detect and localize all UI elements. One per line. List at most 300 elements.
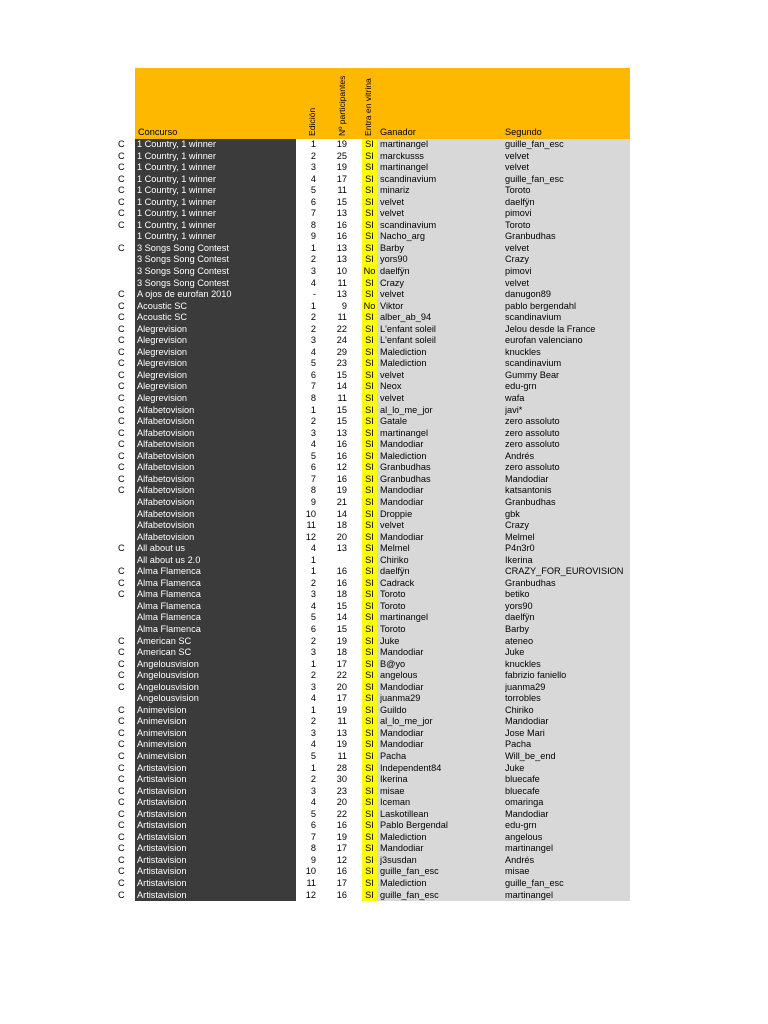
- cell-concurso: Artistavision: [135, 832, 296, 844]
- cell-segundo: edu-grn: [505, 820, 537, 831]
- cell-ganador: Pablo Bergendal: [380, 820, 448, 831]
- cell-vitrina: SI: [362, 520, 377, 532]
- cell-concurso: Angelousvision: [135, 659, 296, 671]
- row-mark: C: [118, 150, 125, 161]
- cell-concurso: 1 Country, 1 winner: [135, 231, 296, 243]
- cell-concurso: 1 Country, 1 winner: [135, 197, 296, 209]
- row-mark: C: [118, 139, 125, 149]
- cell-participantes: 14: [336, 612, 347, 623]
- cell-segundo: velvet: [505, 162, 530, 173]
- cell-concurso: Alma Flamenca: [135, 624, 296, 636]
- cell-concurso: Alegrevision: [135, 381, 296, 393]
- cell-ganador: Mandodiar: [380, 439, 424, 450]
- cell-concurso: Alma Flamenca: [135, 566, 296, 578]
- table-row: [0, 624, 640, 636]
- cell-ganador: Mandodiar: [380, 531, 424, 542]
- cell-participantes: 18: [336, 589, 347, 600]
- row-mark: C: [118, 289, 125, 300]
- cell-segundo: Gummy Bear: [505, 369, 560, 380]
- cell-participantes: 13: [336, 242, 347, 253]
- row-mark: C: [118, 750, 125, 761]
- table-row: [0, 843, 640, 855]
- table-row: [0, 254, 640, 266]
- table-row: [0, 462, 640, 474]
- cell-participantes: 17: [336, 843, 347, 854]
- cell-segundo: velvet: [505, 242, 530, 253]
- cell-participantes: 19: [336, 739, 347, 750]
- cell-vitrina: SI: [362, 716, 377, 728]
- cell-vitrina: SI: [362, 243, 377, 255]
- cell-vitrina: SI: [362, 335, 377, 347]
- cell-segundo: Andrés: [505, 450, 535, 461]
- cell-segundo: edu-grn: [505, 381, 537, 392]
- table-row: [0, 439, 640, 451]
- cell-participantes: 13: [336, 208, 347, 219]
- cell-segundo: torrobles: [505, 693, 541, 704]
- cell-segundo: eurofan valenciano: [505, 335, 583, 346]
- cell-vitrina: SI: [362, 532, 377, 544]
- table-row: [0, 289, 640, 301]
- row-mark: C: [118, 543, 125, 554]
- cell-vitrina: SI: [362, 151, 377, 163]
- cell-participantes: 12: [336, 854, 347, 865]
- cell-ganador: Mandodiar: [380, 727, 424, 738]
- cell-participantes: 17: [336, 658, 347, 669]
- cell-vitrina: SI: [362, 324, 377, 336]
- cell-edicion: 10: [305, 866, 316, 877]
- cell-segundo: zero assoluto: [505, 462, 560, 473]
- cell-ganador: Malediction: [380, 831, 427, 842]
- cell-segundo: knuckles: [505, 658, 541, 669]
- cell-ganador: B@yo: [380, 658, 406, 669]
- cell-participantes: 16: [336, 820, 347, 831]
- cell-ganador: Malediction: [380, 878, 427, 888]
- cell-vitrina: SI: [362, 589, 377, 601]
- cell-edicion: 12: [305, 531, 316, 542]
- row-mark: C: [118, 589, 125, 600]
- cell-ganador: juanma29: [380, 693, 421, 704]
- cell-concurso: 1 Country, 1 winner: [135, 151, 296, 163]
- row-mark: C: [118, 219, 125, 230]
- cell-concurso: Alfabetovision: [135, 428, 296, 440]
- cell-concurso: Alegrevision: [135, 393, 296, 405]
- cell-concurso: 1 Country, 1 winner: [135, 220, 296, 232]
- cell-ganador: Cadrack: [380, 577, 415, 588]
- cell-segundo: Jelou desde la France: [505, 323, 596, 334]
- cell-vitrina: SI: [362, 728, 377, 740]
- row-mark: C: [118, 450, 125, 461]
- cell-participantes: 23: [336, 785, 347, 796]
- cell-ganador: Malediction: [380, 358, 427, 369]
- cell-edicion: 4: [310, 277, 316, 288]
- cell-participantes: 13: [336, 254, 347, 265]
- table-row: [0, 485, 640, 497]
- cell-segundo: danugon89: [505, 289, 551, 300]
- cell-concurso: Artistavision: [135, 763, 296, 775]
- cell-participantes: 9: [341, 300, 347, 311]
- cell-participantes: 19: [336, 831, 347, 842]
- table-row: [0, 612, 640, 624]
- row-mark: C: [118, 797, 125, 808]
- cell-participantes: 22: [336, 808, 347, 819]
- cell-edicion: 3: [310, 647, 316, 658]
- cell-participantes: 16: [336, 473, 347, 484]
- cell-segundo: misae: [505, 866, 530, 877]
- cell-ganador: scandinavium: [380, 219, 437, 230]
- table-row: [0, 890, 640, 902]
- cell-concurso: All about us: [135, 543, 296, 555]
- cell-participantes: 15: [336, 404, 347, 415]
- cell-edicion: 1: [310, 762, 316, 773]
- cell-edicion: 4: [310, 739, 316, 750]
- cell-segundo: zero assoluto: [505, 427, 560, 438]
- cell-vitrina: SI: [362, 439, 377, 451]
- cell-participantes: 16: [336, 866, 347, 877]
- cell-vitrina: SI: [362, 278, 377, 290]
- cell-segundo: scandinavium: [505, 358, 562, 369]
- cell-edicion: 2: [310, 150, 316, 161]
- cell-edicion: 5: [310, 808, 316, 819]
- row-mark: C: [118, 727, 125, 738]
- table-row: [0, 347, 640, 359]
- cell-segundo: gbk: [505, 508, 520, 519]
- cell-concurso: Animevision: [135, 751, 296, 763]
- table-row: [0, 497, 640, 509]
- cell-ganador: velvet: [380, 393, 405, 404]
- table-row: [0, 809, 640, 821]
- cell-edicion: 1: [310, 404, 316, 415]
- cell-vitrina: SI: [362, 370, 377, 382]
- cell-concurso: All about us 2.0: [135, 555, 296, 567]
- table-row: [0, 174, 640, 186]
- header-concurso: Concurso: [138, 127, 178, 137]
- row-mark: C: [118, 762, 125, 773]
- cell-edicion: 3: [310, 681, 316, 692]
- cell-participantes: 16: [336, 219, 347, 230]
- cell-segundo: daelfÿn: [505, 196, 535, 207]
- cell-vitrina: SI: [362, 174, 377, 186]
- cell-edicion: 7: [310, 381, 316, 392]
- cell-vitrina: SI: [362, 566, 377, 578]
- table-row: [0, 162, 640, 174]
- cell-edicion: 8: [310, 485, 316, 496]
- row-mark: C: [118, 335, 125, 346]
- cell-ganador: guille_fan_esc: [380, 866, 439, 877]
- cell-concurso: Alma Flamenca: [135, 578, 296, 590]
- cell-edicion: 4: [310, 173, 316, 184]
- table-row: [0, 589, 640, 601]
- cell-ganador: Juke: [380, 635, 400, 646]
- cell-vitrina: SI: [362, 878, 377, 890]
- cell-concurso: American SC: [135, 636, 296, 648]
- cell-concurso: Alegrevision: [135, 347, 296, 359]
- cell-concurso: Alfabetovision: [135, 439, 296, 451]
- table-row: [0, 855, 640, 867]
- cell-ganador: L'enfant soleil: [380, 323, 436, 334]
- cell-edicion: 9: [310, 231, 316, 242]
- cell-segundo: Crazy: [505, 520, 529, 531]
- cell-edicion: 3: [310, 266, 316, 277]
- cell-segundo: katsantonis: [505, 485, 552, 496]
- cell-edicion: 4: [310, 693, 316, 704]
- cell-concurso: Acoustic SC: [135, 301, 296, 313]
- cell-vitrina: SI: [362, 497, 377, 509]
- cell-participantes: 19: [336, 162, 347, 173]
- cell-ganador: Droppie: [380, 508, 413, 519]
- cell-vitrina: SI: [362, 555, 377, 567]
- cell-vitrina: SI: [362, 832, 377, 844]
- header-ganador: Ganador: [380, 127, 416, 137]
- cell-ganador: Mandodiar: [380, 496, 424, 507]
- row-mark: C: [118, 854, 125, 865]
- cell-vitrina: SI: [362, 763, 377, 775]
- table-body: [0, 139, 640, 901]
- table-row: [0, 185, 640, 197]
- cell-segundo: Granbudhas: [505, 231, 556, 242]
- cell-edicion: 2: [310, 577, 316, 588]
- table-row: [0, 866, 640, 878]
- cell-participantes: 19: [336, 139, 347, 149]
- table-row: [0, 647, 640, 659]
- cell-ganador: Mandodiar: [380, 681, 424, 692]
- cell-concurso: Alfabetovision: [135, 451, 296, 463]
- cell-participantes: 15: [336, 416, 347, 427]
- cell-vitrina: SI: [362, 289, 377, 301]
- table-row: [0, 693, 640, 705]
- cell-participantes: 17: [336, 878, 347, 888]
- table-row: [0, 520, 640, 532]
- cell-concurso: Alfabetovision: [135, 520, 296, 532]
- cell-participantes: 15: [336, 623, 347, 634]
- cell-ganador: Mandodiar: [380, 647, 424, 658]
- table-row: [0, 393, 640, 405]
- cell-segundo: bluecafe: [505, 785, 540, 796]
- table-row: [0, 774, 640, 786]
- cell-ganador: alber_ab_94: [380, 312, 432, 323]
- cell-edicion: 1: [310, 300, 316, 311]
- header-edicion: Edición: [307, 107, 317, 136]
- cell-segundo: scandinavium: [505, 312, 562, 323]
- table-row: [0, 208, 640, 220]
- cell-participantes: 19: [336, 635, 347, 646]
- table-row: [0, 832, 640, 844]
- cell-ganador: guille_fan_esc: [380, 889, 439, 900]
- cell-participantes: 15: [336, 196, 347, 207]
- cell-ganador: Gatale: [380, 416, 408, 427]
- cell-vitrina: SI: [362, 866, 377, 878]
- cell-edicion: 8: [310, 219, 316, 230]
- cell-ganador: Nacho_arg: [380, 231, 425, 242]
- cell-segundo: guille_fan_esc: [505, 139, 564, 149]
- cell-edicion: 2: [310, 323, 316, 334]
- cell-ganador: velvet: [380, 196, 405, 207]
- cell-vitrina: SI: [362, 855, 377, 867]
- cell-participantes: 19: [336, 485, 347, 496]
- cell-edicion: 11: [306, 878, 316, 888]
- cell-segundo: angelous: [505, 831, 543, 842]
- cell-edicion: 4: [310, 346, 316, 357]
- cell-concurso: Alfabetovision: [135, 509, 296, 521]
- cell-vitrina: SI: [362, 890, 377, 902]
- table-row: [0, 763, 640, 775]
- table-row: [0, 578, 640, 590]
- cell-vitrina: SI: [362, 254, 377, 266]
- cell-ganador: misae: [380, 785, 405, 796]
- table-row: [0, 797, 640, 809]
- cell-segundo: Ikerina: [505, 554, 533, 565]
- cell-segundo: Crazy: [505, 254, 529, 265]
- cell-vitrina: SI: [362, 162, 377, 174]
- cell-participantes: 21: [336, 496, 347, 507]
- cell-concurso: Acoustic SC: [135, 312, 296, 324]
- table-row: [0, 474, 640, 486]
- table-row: [0, 705, 640, 717]
- cell-edicion: 3: [310, 427, 316, 438]
- table-row: [0, 405, 640, 417]
- table-row: [0, 682, 640, 694]
- cell-vitrina: SI: [362, 624, 377, 636]
- cell-concurso: 1 Country, 1 winner: [135, 139, 296, 151]
- cell-ganador: Barby: [380, 242, 405, 253]
- cell-concurso: A ojos de eurofan 2010: [135, 289, 296, 301]
- cell-edicion: 5: [310, 612, 316, 623]
- cell-segundo: pimovi: [505, 208, 532, 219]
- cell-concurso: 3 Songs Song Contest: [135, 254, 296, 266]
- row-mark: C: [118, 820, 125, 831]
- cell-vitrina: SI: [362, 843, 377, 855]
- cell-vitrina: SI: [362, 462, 377, 474]
- cell-ganador: velvet: [380, 369, 405, 380]
- cell-concurso: Animevision: [135, 705, 296, 717]
- table-row: [0, 428, 640, 440]
- cell-participantes: 17: [336, 693, 347, 704]
- table-row: [0, 532, 640, 544]
- cell-concurso: Animevision: [135, 728, 296, 740]
- cell-ganador: Chiriko: [380, 554, 409, 565]
- row-mark: C: [118, 196, 125, 207]
- cell-segundo: daelfÿn: [505, 612, 535, 623]
- cell-segundo: Melmel: [505, 531, 535, 542]
- cell-vitrina: SI: [362, 612, 377, 624]
- cell-concurso: 1 Country, 1 winner: [135, 208, 296, 220]
- cell-ganador: martinangel: [380, 427, 429, 438]
- cell-ganador: martinangel: [380, 162, 429, 173]
- cell-ganador: Laskotillean: [380, 808, 429, 819]
- cell-concurso: Artistavision: [135, 774, 296, 786]
- cell-edicion: 2: [310, 312, 316, 323]
- cell-ganador: Malediction: [380, 346, 427, 357]
- cell-participantes: 15: [336, 600, 347, 611]
- row-mark: C: [118, 774, 125, 785]
- cell-ganador: velvet: [380, 520, 405, 531]
- cell-ganador: daelfÿn: [380, 266, 410, 277]
- cell-edicion: 2: [310, 416, 316, 427]
- cell-participantes: 10: [336, 266, 347, 277]
- cell-ganador: Pacha: [380, 750, 407, 761]
- cell-segundo: Mandodiar: [505, 473, 549, 484]
- cell-participantes: 17: [336, 173, 347, 184]
- cell-ganador: Viktor: [380, 300, 404, 311]
- table-row: [0, 751, 640, 763]
- cell-segundo: Andrés: [505, 854, 535, 865]
- cell-ganador: Granbudhas: [380, 473, 431, 484]
- cell-ganador: Guildo: [380, 704, 407, 715]
- cell-participantes: 13: [336, 289, 347, 300]
- cell-segundo: omaringa: [505, 797, 544, 808]
- table-row: [0, 451, 640, 463]
- table-row: [0, 139, 640, 151]
- cell-edicion: 1: [310, 566, 316, 577]
- cell-concurso: 1 Country, 1 winner: [135, 162, 296, 174]
- row-mark: C: [118, 185, 125, 196]
- cell-concurso: Alfabetovision: [135, 474, 296, 486]
- cell-participantes: 16: [336, 450, 347, 461]
- cell-ganador: minariz: [380, 185, 410, 196]
- cell-ganador: Independent84: [380, 762, 442, 773]
- cell-segundo: knuckles: [505, 346, 541, 357]
- row-mark: C: [118, 704, 125, 715]
- table-row: [0, 358, 640, 370]
- row-mark: C: [118, 566, 125, 577]
- cell-vitrina: SI: [362, 797, 377, 809]
- cell-segundo: Granbudhas: [505, 577, 556, 588]
- table-row: [0, 786, 640, 798]
- cell-concurso: Angelousvision: [135, 682, 296, 694]
- cell-concurso: 3 Songs Song Contest: [135, 278, 296, 290]
- cell-edicion: 12: [305, 889, 316, 900]
- cell-ganador: yors90: [380, 254, 408, 265]
- table-row: [0, 335, 640, 347]
- cell-ganador: scandinavium: [380, 173, 437, 184]
- cell-edicion: 7: [310, 831, 316, 842]
- cell-edicion: -: [312, 289, 316, 300]
- cell-participantes: 16: [336, 889, 347, 900]
- row-mark: C: [118, 889, 125, 900]
- cell-edicion: 6: [310, 369, 316, 380]
- cell-concurso: Artistavision: [135, 797, 296, 809]
- cell-participantes: 16: [336, 439, 347, 450]
- cell-ganador: angelous: [380, 670, 418, 681]
- row-mark: C: [118, 739, 125, 750]
- cell-concurso: Angelousvision: [135, 693, 296, 705]
- row-mark: C: [118, 716, 125, 727]
- cell-edicion: 1: [310, 242, 316, 253]
- cell-vitrina: SI: [362, 381, 377, 393]
- cell-participantes: 15: [336, 369, 347, 380]
- cell-ganador: Mandodiar: [380, 485, 424, 496]
- row-mark: C: [118, 681, 125, 692]
- row-mark: C: [118, 866, 125, 877]
- row-mark: C: [118, 878, 125, 888]
- row-mark: C: [118, 658, 125, 669]
- cell-edicion: 3: [310, 162, 316, 173]
- cell-segundo: javi*: [505, 404, 523, 415]
- cell-participantes: 13: [336, 427, 347, 438]
- cell-edicion: 7: [310, 473, 316, 484]
- table-row: [0, 601, 640, 613]
- row-mark: C: [118, 346, 125, 357]
- row-mark: C: [118, 358, 125, 369]
- cell-vitrina: SI: [362, 208, 377, 220]
- cell-edicion: 5: [310, 185, 316, 196]
- cell-ganador: al_lo_me_jor: [380, 716, 433, 727]
- cell-ganador: Mandodiar: [380, 843, 424, 854]
- cell-edicion: 8: [310, 393, 316, 404]
- cell-vitrina: SI: [362, 485, 377, 497]
- cell-participantes: 14: [336, 508, 347, 519]
- cell-concurso: Alfabetovision: [135, 416, 296, 428]
- table-row: [0, 324, 640, 336]
